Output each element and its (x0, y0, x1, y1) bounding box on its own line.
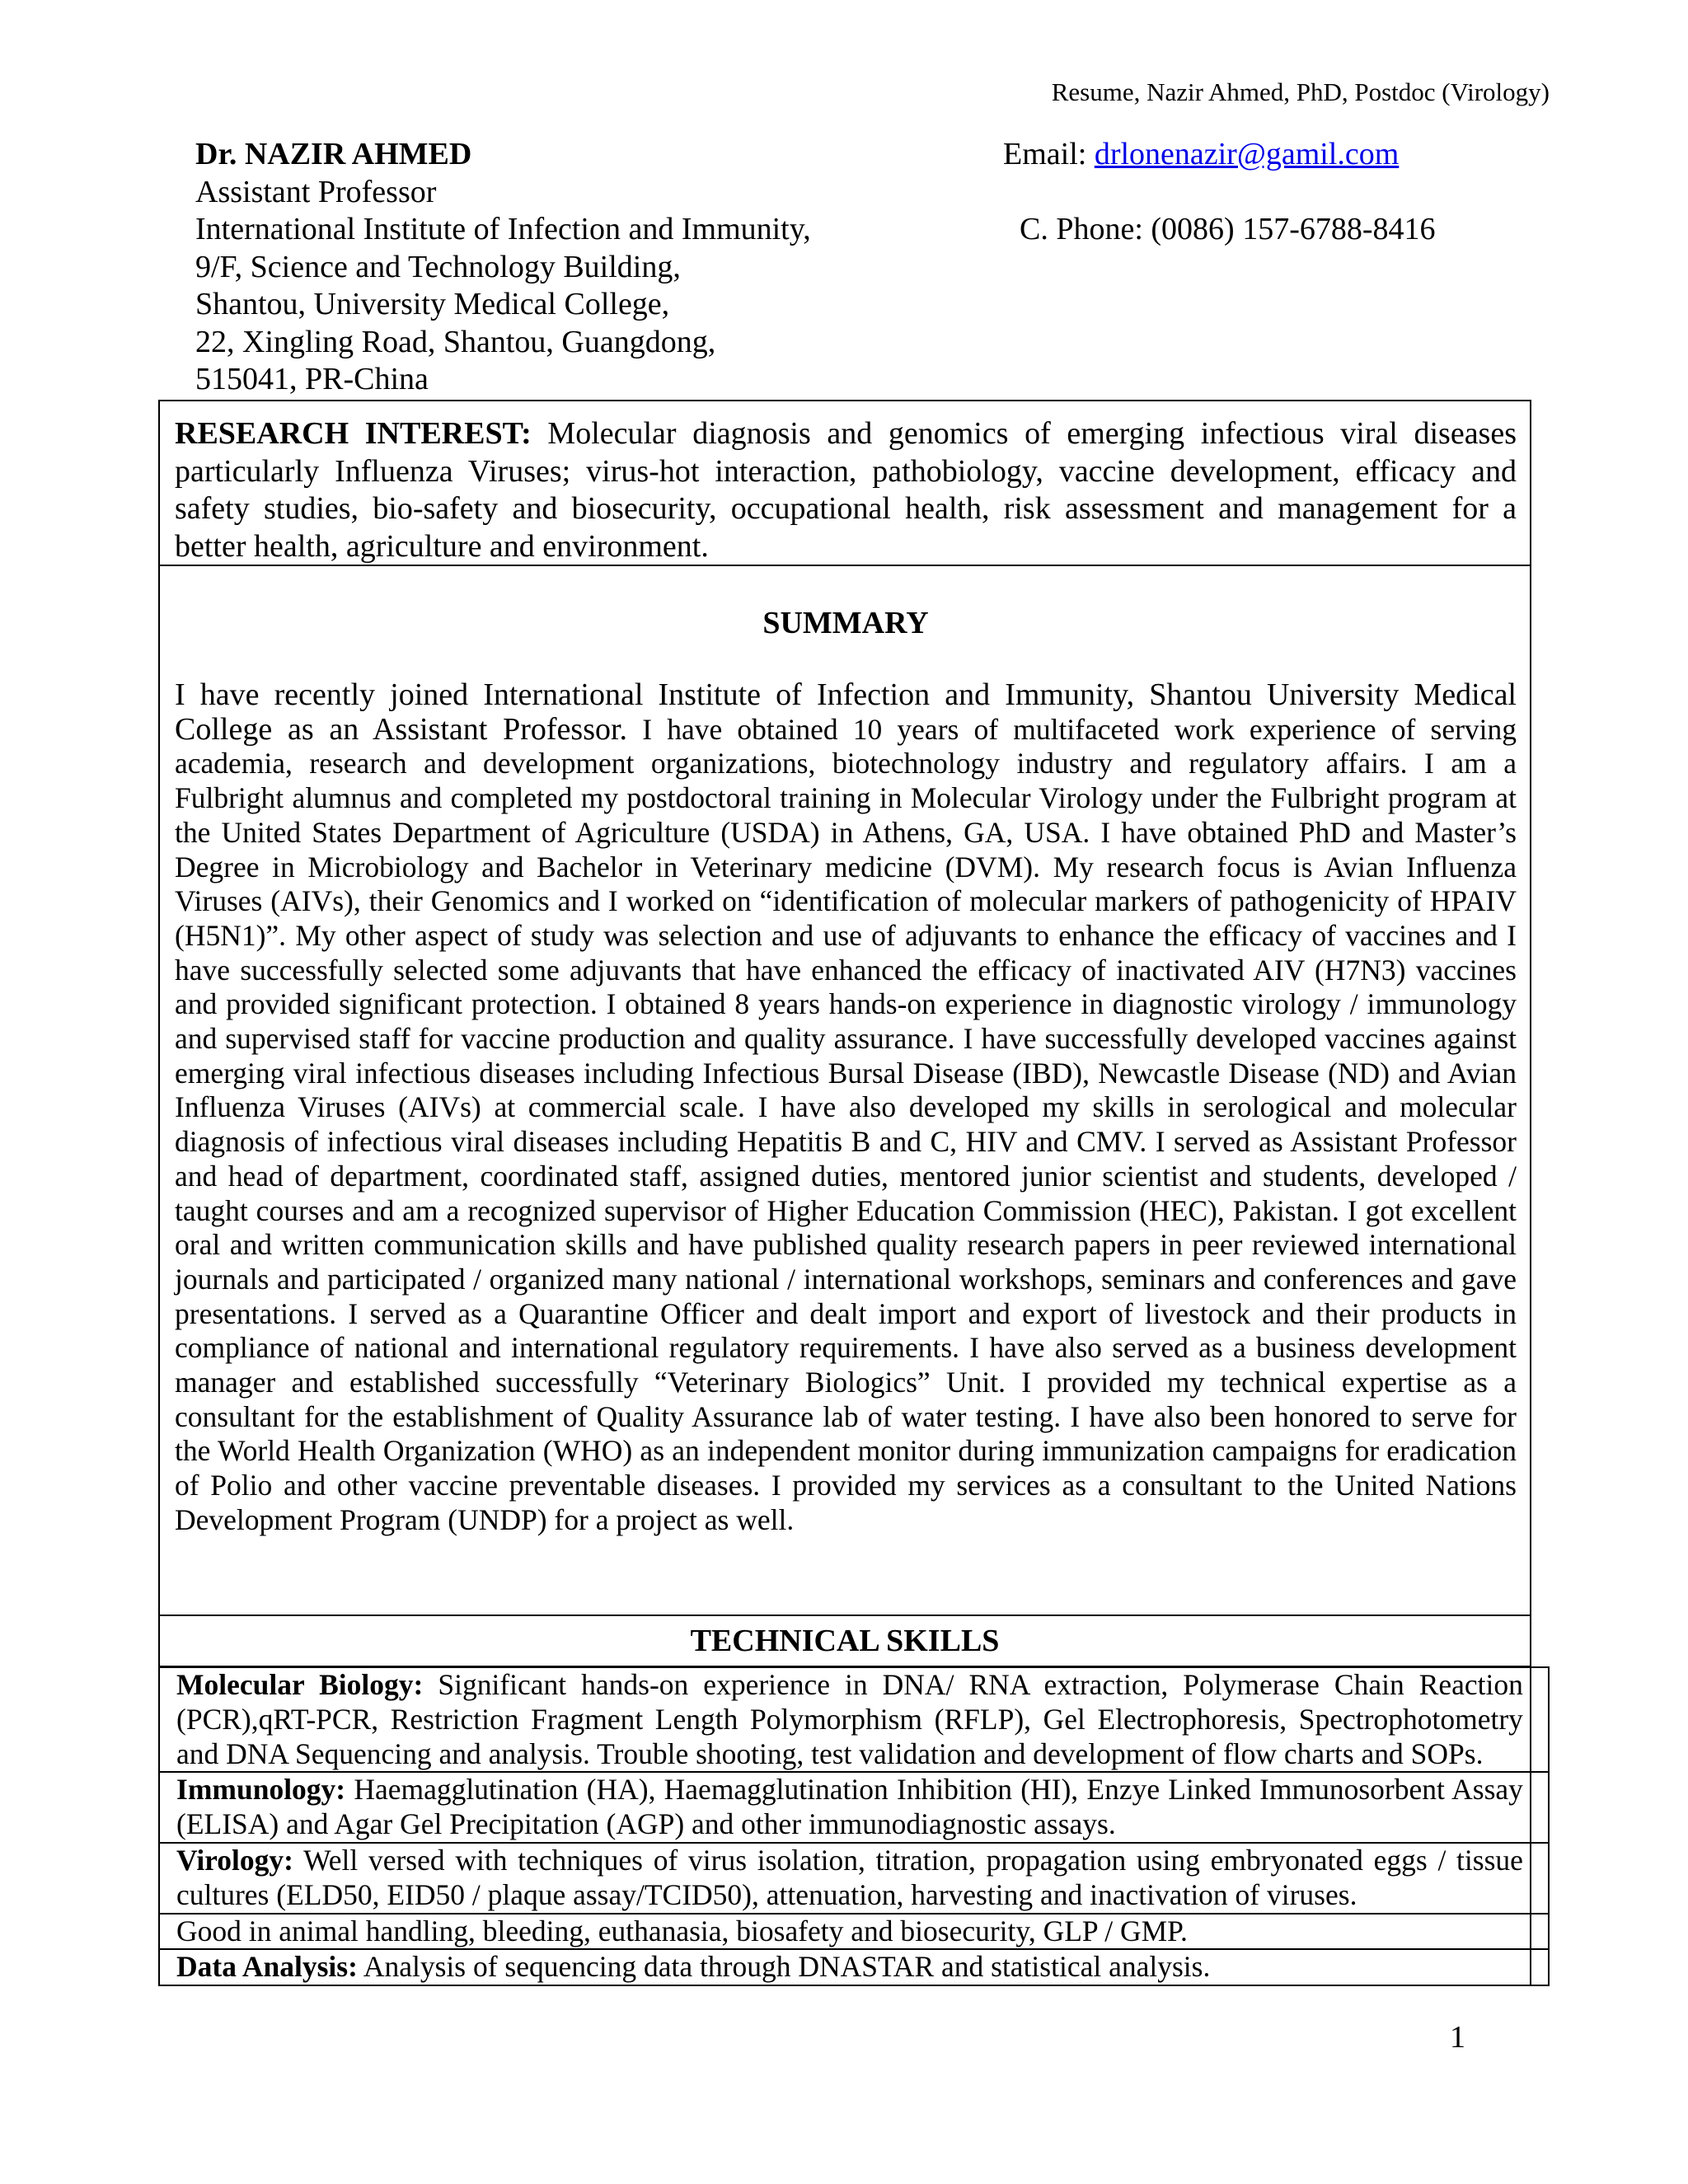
skill-label: Data Analysis: (176, 1950, 358, 1984)
skill-cell (159, 1667, 1531, 1772)
research-interest-box (158, 400, 1531, 566)
table-row (159, 1772, 1549, 1843)
table-edge-cell (1531, 1914, 1549, 1950)
table-row (159, 1843, 1549, 1914)
summary-heading: SUMMARY (762, 606, 929, 640)
skill-text: Well versed with techniques of virus isolation, titration, propagation using embryonated eggs / tissue cultures (ELD50, EID50 / plaque assay/TCID50), attenuation, harvesting and inactivation of viruses. (176, 1843, 1523, 1911)
email-label: Email: (1003, 137, 1087, 171)
skill-label: Virology: (176, 1843, 293, 1877)
skill-cell (159, 1843, 1531, 1914)
skill-cell (159, 1772, 1531, 1843)
contact-details (1003, 136, 1580, 249)
running-header: Resume, Nazir Ahmed, PhD, Postdoc (Virology) (1051, 77, 1550, 106)
table-row (159, 1914, 1549, 1950)
research-interest-text: Molecular diagnosis and genomics of emerging infectious viral diseases particularly Influenza Viruses; virus-hot interaction, pathobiology, vaccine development, efficacy and safety studies, bio-safety and biosecurity, occupational health, risk assessment and management for a better health, agriculture and environment. (175, 416, 1517, 564)
summary-body: I have obtained 10 years of multifaceted work experience of serving academia, research and development organizations, biotechnology industry and regulatory affairs. I am a Fulbright alumnus and completed my postdoctoral training in Molecular Virology under the Fulbright program at the United States Department of Agriculture (USDA) in Athens, GA, USA. I have obtained PhD and Master’s Degree in Microbiology and Bachelor in Veterinary medicine (DVM). My research focus is Avian Influenza Viruses (AIVs), their Genomics and I worked on “identification of molecular markers of pathogenicity of HPAIV (H5N1)”. My other aspect of study was selection and use of adjuvants to enhance the efficacy of vaccines and I have successfully selected some adjuvants that have enhanced the efficacy of inactivated AIV (H7N3) vaccines and provided significant protection. I obtained 8 years hands-on experience in diagnostic virology / immunology and supervised staff for vaccine production and quality assurance. I have successfully developed vaccines against emerging viral infectious diseases including Infectious Bursal Disease (IBD), Newcastle Disease (ND) and Avian Influenza Viruses (AIVs) at commercial scale. I have also developed my skills in serological and molecular diagnosis of infectious viral diseases including Hepatitis B and C, HIV and CMV. I served as Assistant Professor and head of department, coordinated staff, assigned duties, mentored junior scientist and students, developed / taught courses and am a recognized supervisor of Higher Education Commission (HEC), Pakistan. I got excellent oral and written communication skills and have published quality research papers in peer reviewed international journals and participated / organized many national / international workshops, seminars and conferences and gave presentations. I served as a Quarantine Officer and dealt import and export of livestock and their products in compliance of national and international regulatory requirements. I have also served as a business development manager and established successfully “Veterinary Biologics” Unit. I provided my technical expertise as a consultant for the establishment of Quality Assurance lab of water testing. I have also been honored to serve for the World Health Organization (WHO) as an independent monitor during immunization campaigns for eradication of Polio and other vaccine preventable diseases. I provided my services as a consultant to the United Nations Development Program (UNDP) for a project as well. (175, 712, 1517, 1536)
table-row (159, 1949, 1549, 1985)
phone-number: C. Phone: (0086) 157-6788-8416 (1020, 212, 1436, 246)
research-interest (175, 415, 1517, 565)
research-interest-label: RESEARCH INTEREST: (175, 416, 532, 451)
address-line: Assistant Professor (195, 174, 437, 209)
skill-cell (159, 1914, 1531, 1950)
summary-paragraph (175, 678, 1517, 1538)
table-edge-cell (1531, 1667, 1549, 1772)
table-row (159, 1667, 1549, 1772)
skill-text: Haemagglutination (HA), Haemagglutination Inhibition (HI), Enzye Linked Immunosorbent Assay (ELISA) and Agar Gel Precipitation (AGP) and other immunodiagnostic assays. (176, 1773, 1523, 1841)
page-number: 1 (1450, 2020, 1465, 2055)
address-line: 9/F, Science and Technology Building, (195, 249, 681, 284)
address-line: 515041, PR-China (195, 362, 429, 396)
technical-skills-header-box (158, 1615, 1531, 1667)
table-edge-cell (1531, 1843, 1549, 1914)
skill-text: Analysis of sequencing data through DNASTAR and statistical analysis. (363, 1950, 1211, 1984)
summary-lead: I have recently joined International Institute of Infection and Immunity, Shantou University Medical College as an Assistant Professor. (175, 677, 1517, 747)
address-line: Shantou, University Medical College, (195, 287, 670, 321)
contact-block (195, 136, 937, 399)
summary-box (158, 565, 1531, 1616)
email-row (1003, 136, 1580, 174)
table-edge-cell (1531, 1949, 1549, 1985)
technical-skills-table (158, 1666, 1550, 1986)
skill-label: Molecular Biology: (176, 1668, 424, 1701)
technical-skills-heading: TECHNICAL SKILLS (690, 1624, 1000, 1658)
skill-cell (159, 1949, 1531, 1985)
skill-text: Significant hands-on experience in DNA/ RNA extraction, Polymerase Chain Reaction (PCR),qRT-PCR, Restriction Fragment Length Polymorphism (RFLP), Gel Electrophoresis, Spectrophotometry and DNA Sequencing and analysis. Trouble shooting, test validation and development of flow charts and SOPs. (176, 1668, 1523, 1770)
table-edge-cell (1531, 1772, 1549, 1843)
skill-text: Good in animal handling, bleeding, euthanasia, biosafety and biosecurity, GLP / GMP. (176, 1914, 1188, 1947)
skill-label: Immunology: (176, 1773, 346, 1807)
address-line: International Institute of Infection and Immunity, (195, 212, 811, 246)
address-line: 22, Xingling Road, Shantou, Guangdong, (195, 324, 716, 359)
email-link[interactable]: drlonenazir@gamil.com (1094, 137, 1400, 171)
candidate-name: Dr. NAZIR AHMED (195, 137, 472, 171)
